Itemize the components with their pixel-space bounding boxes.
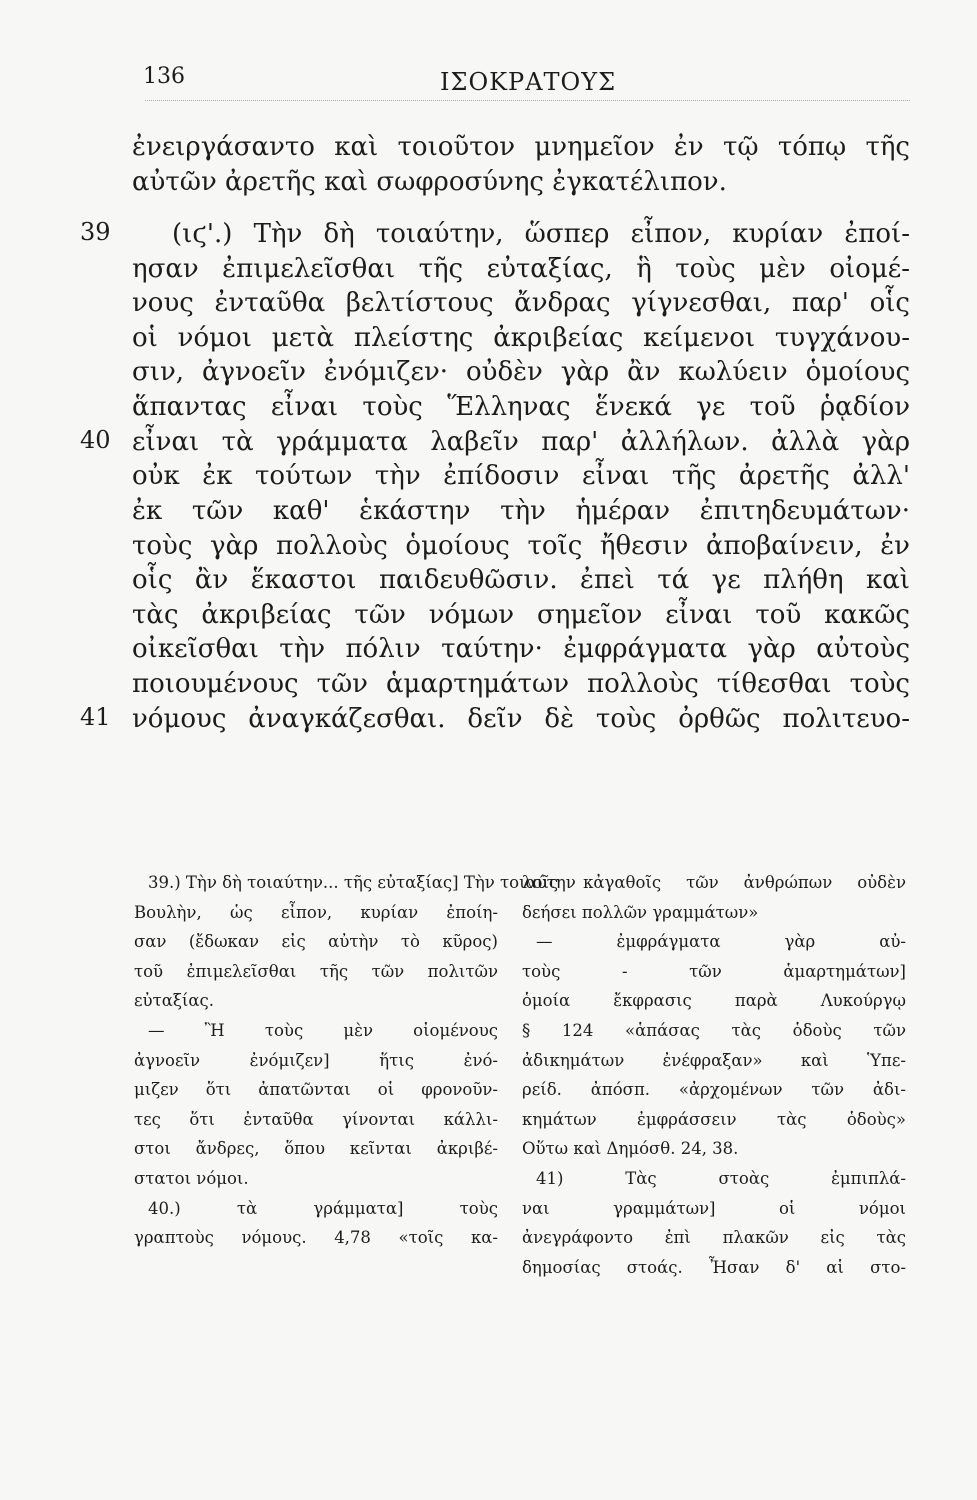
text-line: ησαν ἐπιμελεῖσθαι τῆς εὐταξίας, ἣ τοὺς μὲν οἰομέ-: [132, 254, 910, 284]
note-line: ναι γραμμάτων] οἱ νόμοι: [522, 1199, 906, 1218]
note-line: — Ἢ τοὺς μὲν οἰομένους: [148, 1021, 498, 1040]
note-line: — ἐμφράγματα γὰρ αὐ-: [536, 932, 906, 951]
text-line: ἐνειργάσαντο καὶ τοιοῦτον μνημεῖον ἐν τῷ τόπῳ τῆς: [132, 132, 910, 162]
note-line: § 124 «ἁπάσας τὰς ὁδοὺς τῶν: [522, 1021, 906, 1040]
page-number: 136: [143, 64, 185, 89]
margin-section-number: 41: [80, 703, 111, 731]
text-line: οἰκεῖσθαι τὴν πόλιν ταύτην· ἐμφράγματα γὰρ αὐτοὺς: [132, 634, 910, 664]
note-line: δεήσει πολλῶν γραμμάτων»: [522, 903, 759, 922]
text-line: ἅπαντας εἶναι τοὺς Ἕλληνας ἕνεκά γε τοῦ ῥᾳδίον: [132, 392, 910, 422]
note-line: ἀγνοεῖν ἐνόμιζεν] ἥτις ἐνό-: [134, 1051, 498, 1070]
margin-section-number: 39: [80, 218, 111, 246]
note-line: 40.) τὰ γράμματα] τοὺς: [148, 1199, 498, 1218]
note-line: τοὺς - τῶν ἁμαρτημάτων]: [522, 962, 906, 981]
text-line: οἷς ἂν ἕκαστοι παιδευθῶσιν. ἐπεὶ τά γε πλήθη καὶ: [132, 565, 910, 595]
margin-section-number: 40: [80, 426, 111, 454]
note-line: μιζεν ὅτι ἀπατῶνται οἱ φρονοῦν-: [134, 1080, 498, 1099]
text-line: νους ἐνταῦθα βελτίστους ἄνδρας γίγνεσθαι, παρ' οἷς: [132, 288, 910, 318]
text-line: σιν, ἀγνοεῖν ἐνόμιζεν· οὐδὲν γὰρ ἂν κωλύειν ὁμοίους: [132, 357, 910, 387]
note-line: Οὕτω καὶ Δημόσθ. 24, 38.: [522, 1139, 739, 1158]
note-line: στοι ἄνδρες, ὅπου κεῖνται ἀκριβέ-: [134, 1139, 498, 1158]
text-line: (ιϛ'.) Τὴν δὴ τοιαύτην, ὥσπερ εἶπον, κυρίαν ἐποί-: [172, 219, 910, 249]
note-line: ρείδ. ἀπόσπ. «ἀρχομένων τῶν ἀδι-: [522, 1080, 906, 1099]
text-line: αὐτῶν ἀρετῆς καὶ σωφροσύνης ἐγκατέλιπον.: [132, 167, 727, 197]
note-line: δημοσίας στοάς. Ἦσαν δ' αἱ στο-: [522, 1258, 906, 1277]
note-line: τες ὅτι ἐνταῦθα γίνονται κάλλι-: [134, 1110, 498, 1129]
text-line: οἱ νόμοι μετὰ πλείστης ἀκριβείας κείμενοι τυγχάνου-: [132, 323, 910, 353]
note-line: 39.) Τὴν δὴ τοιαύτην... τῆς εὐταξίας] Τὴν τοιαύτην: [148, 873, 576, 892]
header-rule: [145, 100, 910, 101]
note-line: ἀνεγράφοντο ἐπὶ πλακῶν εἰς τὰς: [522, 1228, 906, 1247]
text-line: οὐκ ἐκ τούτων τὴν ἐπίδοσιν εἶναι τῆς ἀρετῆς ἀλλ': [132, 461, 910, 491]
running-title: ΙΣΟΚΡΑΤΟΥΣ: [440, 68, 617, 96]
note-line: Βουλὴν, ὡς εἶπον, κυρίαν ἐποίη-: [134, 903, 498, 922]
note-line: γραπτοὺς νόμους. 4,78 «τοῖς κα-: [134, 1228, 498, 1247]
note-line: κημάτων ἐμφράσσειν τὰς ὁδοὺς»: [522, 1110, 906, 1129]
text-line: ἐκ τῶν καθ' ἑκάστην τὴν ἡμέραν ἐπιτηδευμάτων·: [132, 496, 910, 526]
note-line: εὐταξίας.: [134, 991, 215, 1010]
note-line: 41) Τὰς στοὰς ἐμπιπλά-: [536, 1169, 906, 1188]
note-line: λοῖς κἀγαθοῖς τῶν ἀνθρώπων οὐδὲν: [522, 873, 906, 892]
text-line: τοὺς γὰρ πολλοὺς ὁμοίους τοῖς ἤθεσιν ἀποβαίνειν, ἐν: [132, 531, 910, 561]
text-line: νόμους ἀναγκάζεσθαι. δεῖν δὲ τοὺς ὀρθῶς πολιτευο-: [132, 704, 910, 734]
text-line: εἶναι τὰ γράμματα λαβεῖν παρ' ἀλλήλων. ἀλλὰ γὰρ: [132, 427, 910, 457]
note-line: σαν (ἔδωκαν εἰς αὐτὴν τὸ κῦρος): [134, 932, 498, 951]
text-line: ποιουμένους τῶν ἁμαρτημάτων πολλοὺς τίθεσθαι τοὺς: [132, 669, 910, 699]
note-line: τοῦ ἐπιμελεῖσθαι τῆς τῶν πολιτῶν: [134, 962, 498, 981]
note-line: ὁμοία ἔκφρασις παρὰ Λυκούργῳ: [522, 991, 906, 1010]
text-line: τὰς ἀκριβείας τῶν νόμων σημεῖον εἶναι τοῦ κακῶς: [132, 600, 910, 630]
note-line: ἀδικημάτων ἐνέφραξαν» καὶ Ὑπε-: [522, 1051, 906, 1070]
page-header: [0, 64, 977, 104]
note-line: στατοι νόμοι.: [134, 1169, 249, 1188]
